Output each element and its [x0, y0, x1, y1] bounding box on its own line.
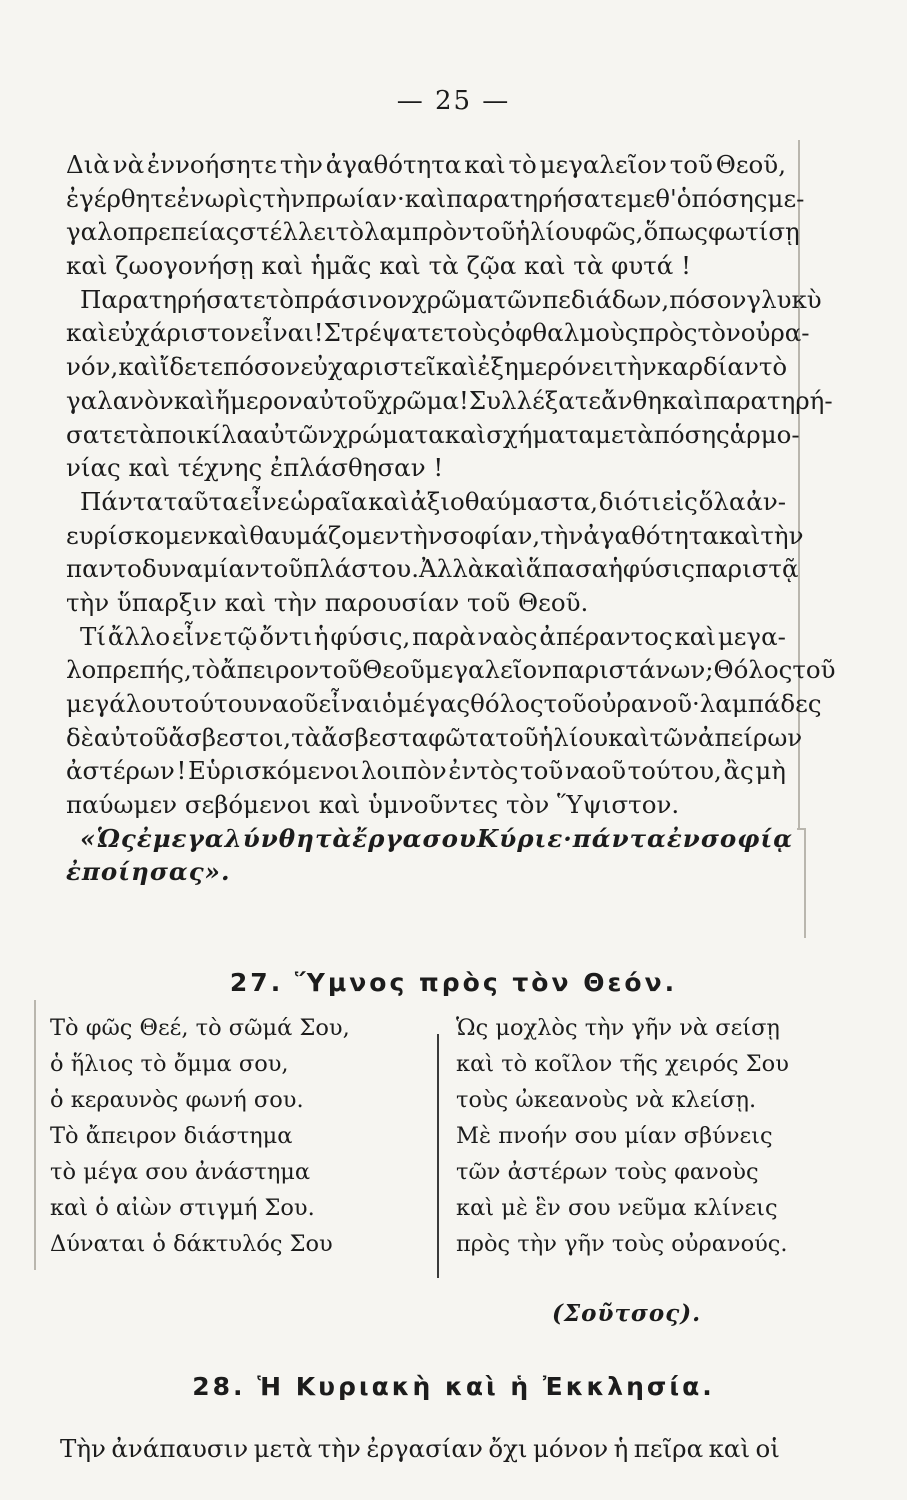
section-28-text: [60, 1432, 780, 1466]
scripture-quote-end: ἐποίησας».: [66, 857, 231, 887]
text-line: νίας καὶ τέχνης ἐπλάσθησαν !: [66, 453, 444, 483]
poem-author: (Σοῦτσος).: [552, 1300, 702, 1327]
poem-line: ὁ ἥλιος τὸ ὄμμα σου,: [50, 1051, 289, 1077]
text-line: παντοδυναμίαν τοῦ πλάστου. Ἀλλὰ καὶ ἅπασα ἡ φύσις παριστᾷ: [66, 554, 799, 584]
page-number: — 25 —: [396, 86, 511, 116]
text-line: τὴν ὕπαρξιν καὶ τὴν παρουσίαν τοῦ Θεοῦ.: [66, 587, 589, 617]
text-line: Παρατηρήσατε τὸ πράσινον χρῶμα τῶν πεδιάδων, πόσον γλυκὺ: [80, 284, 822, 314]
text-line: γαλανὸν καὶ ἥμερον αὐτοῦ χρῶμα ! Συλλέξατε ἄνθη καὶ παρατηρή-: [66, 385, 833, 415]
poem-line: καὶ τὸ κοῖλον τῆς χειρός Σου: [456, 1051, 789, 1077]
text-line: καὶ ζωογονήσῃ καὶ ἡμᾶς καὶ τὰ ζῷα καὶ τὰ φυτά !: [66, 251, 691, 281]
section-26-text: [66, 148, 836, 889]
poem-left-column: [50, 1010, 350, 1262]
text-line: ἐγέρθητε ἐνωρὶς τὴν πρωίαν· καὶ παρατηρήσατε μεθ' ὁπόσης με-: [66, 183, 805, 213]
pencil-mark-vertical-lower: [804, 828, 806, 938]
text-line: μεγάλου τούτου ναοῦ εἶναι ὁ μέγας θόλος τοῦ οὐρανοῦ· λαμπάδες: [66, 689, 822, 718]
text-line: καὶ εὐχάριστον εἶναι ! Στρέψατε τοὺς ὀφθαλμοὺς πρὸς τὸν οὐρα-: [66, 318, 810, 348]
text-line: παύωμεν σεβόμενοι καὶ ὑμνοῦντες τὸν Ὕψιστον.: [66, 790, 680, 820]
text-line: νόν, καὶ ἴδετε πόσον εὐχαριστεῖ καὶ ἐξημερόνει τὴν καρδίαν τὸ: [66, 352, 788, 382]
poem-line: καὶ ὁ αἰὼν στιγμή Σου.: [50, 1195, 315, 1221]
pencil-mark-left: [34, 1000, 36, 1270]
text-line: Τί ἄλλο εἶνε τῷ ὄντι ἡ φύσις, παρὰ ναὸς ἀπέραντος καὶ μεγα-: [80, 621, 786, 651]
hymn-poem: [44, 1010, 804, 1280]
text-line: δὲ αὐτοῦ ἄσβεστοι, τὰ ἄσβεστα φῶτα τοῦ ἡλίου καὶ τῶν ἀπείρων: [66, 722, 803, 752]
poem-line: πρὸς τὴν γῆν τοὺς οὐρανούς.: [456, 1231, 788, 1257]
text-line: ἀστέρων ! Εὑρισκόμενοι λοιπὸν ἐντὸς τοῦ ναοῦ τούτου, ἂς μὴ: [66, 756, 786, 786]
poem-right-column: [456, 1010, 789, 1262]
poem-line: Ὡς μοχλὸς τὴν γῆν νὰ σείσῃ: [456, 1015, 780, 1041]
poem-line: Δύναται ὁ δάκτυλός Σου: [50, 1231, 333, 1257]
text-line: γαλοπρεπείας στέλλει τὸ λαμπρὸν τοῦ ἡλίου φῶς, ὅπως φωτίσῃ: [66, 217, 800, 247]
scripture-quote: «Ὡς ἐμεγαλύνθη τὰ ἔργα σου Κύριε· πάντα ἐν σοφίᾳ: [80, 823, 794, 853]
section-28-heading: 28. Ἡ Κυριακὴ καὶ ἡ Ἐκκλησία.: [192, 1372, 715, 1401]
text-line: ευρίσκομεν καὶ θαυμάζομεν τὴν σοφίαν, τὴν ἀγαθότητα καὶ τὴν: [66, 520, 804, 550]
text-line: σατε τὰ ποικίλα αὐτῶν χρώματα καὶ σχήματα μετὰ πόσης ἁρμο-: [66, 419, 800, 449]
poem-line: τοὺς ὠκεανοὺς νὰ κλείσῃ.: [456, 1087, 757, 1113]
poem-line: Τὸ ἄπειρον διάστημα: [50, 1123, 293, 1149]
poem-line: τὸ μέγα σου ἀνάστημα: [50, 1159, 311, 1185]
poem-line: Μὲ πνοήν σου μίαν σβύνεις: [456, 1123, 773, 1149]
poem-divider: [437, 1034, 439, 1278]
poem-line: καὶ μὲ ἓν σου νεῦμα κλίνεις: [456, 1195, 778, 1221]
text-line: Διὰ νὰ ἐννοήσητε τὴν ἀγαθότητα καὶ τὸ μεγαλεῖον τοῦ Θεοῦ,: [66, 150, 786, 179]
text-line: λοπρεπής, τὸ ἄπειρον τοῦ Θεοῦ μεγαλεῖον παριστάνων; Θόλος τοῦ: [66, 655, 836, 685]
section-27-heading: 27. Ὕμνος πρὸς τὸν Θεόν.: [229, 968, 678, 997]
poem-line: τῶν ἀστέρων τοὺς φανοὺς: [456, 1159, 759, 1185]
text-line: Τὴν ἀνάπαυσιν μετὰ τὴν ἐργασίαν ὄχι μόνον ἡ πεῖρα καὶ οἱ: [60, 1434, 780, 1463]
poem-line: ὁ κεραυνὸς φωνή σου.: [50, 1087, 304, 1113]
text-line: Πάντα ταῦτα εἶνε ὡραῖα καὶ ἀξιοθαύμαστα, διότι εἰς ὅλα ἀν-: [80, 486, 786, 516]
poem-line: Τὸ φῶς Θεέ, τὸ σῶμά Σου,: [50, 1015, 350, 1041]
